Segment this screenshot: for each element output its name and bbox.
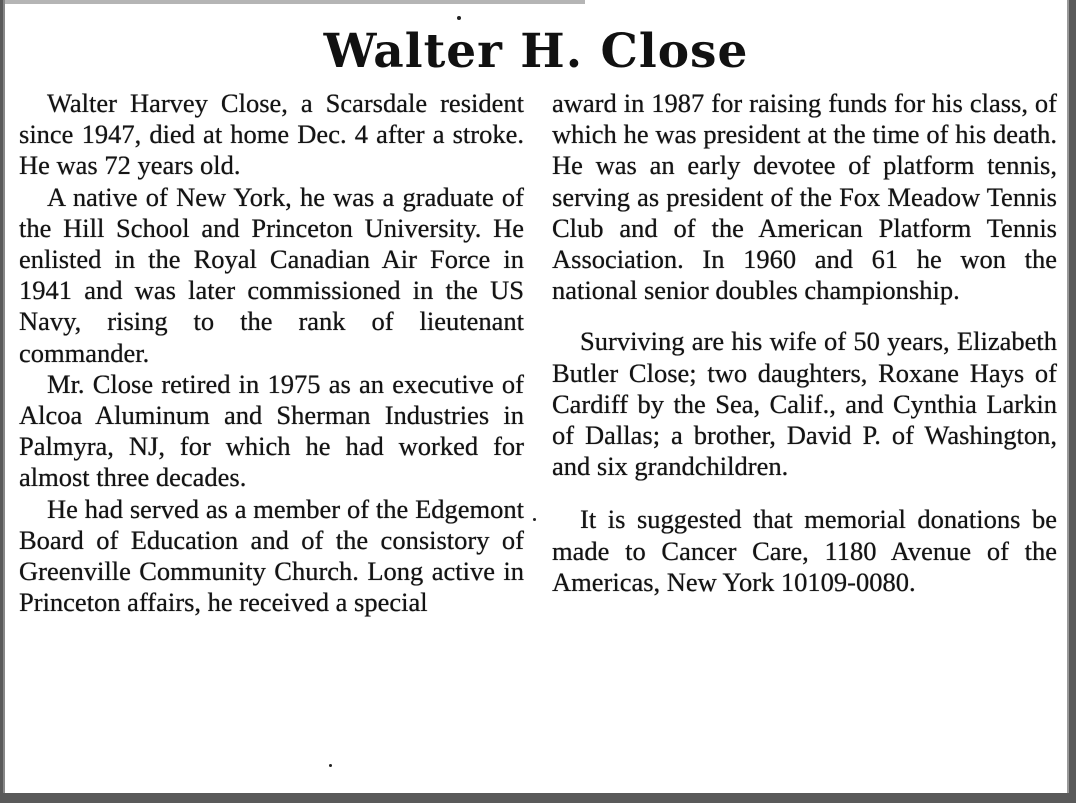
left-column bbox=[19, 88, 524, 618]
print-speck bbox=[533, 518, 536, 521]
right-column bbox=[552, 88, 1057, 598]
paragraph: He had served as a member of the Edgemont Board of Education and of the consistory of Greenville Community Church. Long active in Princeton affairs, he received a special bbox=[19, 493, 524, 618]
print-speck bbox=[329, 764, 332, 767]
top-rule bbox=[5, 0, 585, 4]
headline: Walter H. Close bbox=[323, 24, 749, 79]
paragraph: award in 1987 for raising funds for his class, of which he was president at the time of his death. He was an early devotee of platform tennis, serving as president of the Fox Meadow Tennis Club and of the American Platform Tennis Association. In 1960 and 61 he won the national senior doubles championship. bbox=[552, 88, 1057, 306]
print-speck bbox=[457, 16, 461, 20]
obituary-clipping bbox=[3, 0, 1069, 793]
paragraph: Walter Harvey Close, a Scarsdale resident since 1947, died at home Dec. 4 after a stroke. He was 72 years old. bbox=[19, 88, 524, 181]
paragraph: A native of New York, he was a graduate of the Hill School and Princeton University. He enlisted in the Royal Canadian Air Force in 1941 and was later commissioned in the US Navy, rising to the rank of lieutenant commander. bbox=[19, 181, 524, 368]
paragraph: Mr. Close retired in 1975 as an executive of Alcoa Aluminum and Sherman Industries in Palmyra, NJ, for which he had worked for almost three decades. bbox=[19, 368, 524, 493]
paragraph: Surviving are his wife of 50 years, Elizabeth Butler Close; two daughters, Roxane Hays of Cardiff by the Sea, Calif., and Cynthia Larkin of Dallas; a brother, David P. of Washington, and six grandchildren. bbox=[552, 326, 1057, 482]
paragraph: It is suggested that memorial donations be made to Cancer Care, 1180 Avenue of the Americas, New York 10109-0080. bbox=[552, 504, 1057, 597]
